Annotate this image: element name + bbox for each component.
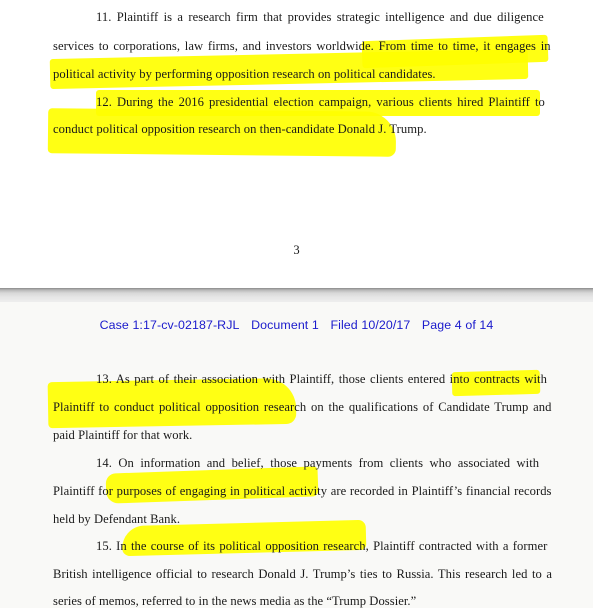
paragraph-line: series of memos, referred to in the news media as the “Trump Dossier.” <box>53 594 417 608</box>
case-number: Case 1:17-cv-02187-RJL <box>99 318 240 332</box>
page-number: 3 <box>293 243 300 257</box>
paragraph-line: Plaintiff for purposes of engaging in political activity are recorded in Plaintiff’s financial records <box>53 484 552 498</box>
paragraph-line: services to corporations, law firms, and investors worldwide. From time to time, it engages in <box>53 39 551 53</box>
page-of-total: Page 4 of 14 <box>421 318 494 332</box>
document-page-3 <box>0 0 593 288</box>
paragraph-line: 11. Plaintiff is a research firm that provides strategic intelligence and due diligence <box>96 10 544 24</box>
paragraph-line: Plaintiff to conduct political opposition research on the qualifications of Candidate Trump and <box>53 400 552 414</box>
page-separator <box>0 288 593 302</box>
case-header <box>0 318 593 332</box>
paragraph-line: 14. On information and belief, those payments from clients who associated with <box>96 456 540 470</box>
paragraph-line: 15. In the course of its political opposition research, Plaintiff contracted with a former <box>96 539 548 553</box>
paragraph-line: 12. During the 2016 presidential election campaign, various clients hired Plaintiff to <box>96 95 545 109</box>
paragraph-line: political activity by performing opposition research on political candidates. <box>53 67 436 81</box>
document-number: Document 1 <box>251 318 319 332</box>
paragraph-line: paid Plaintiff for that work. <box>53 428 193 442</box>
paragraph-line: held by Defendant Bank. <box>53 512 181 526</box>
filed-date: Filed 10/20/17 <box>330 318 411 332</box>
paragraph-line: British intelligence official to research Donald J. Trump’s ties to Russia. This research led to a <box>53 567 553 581</box>
paragraph-line: 13. As part of their association with Plaintiff, those clients entered into contracts with <box>96 372 547 386</box>
paragraph-line: conduct political opposition research on then-candidate Donald J. Trump. <box>53 122 427 136</box>
